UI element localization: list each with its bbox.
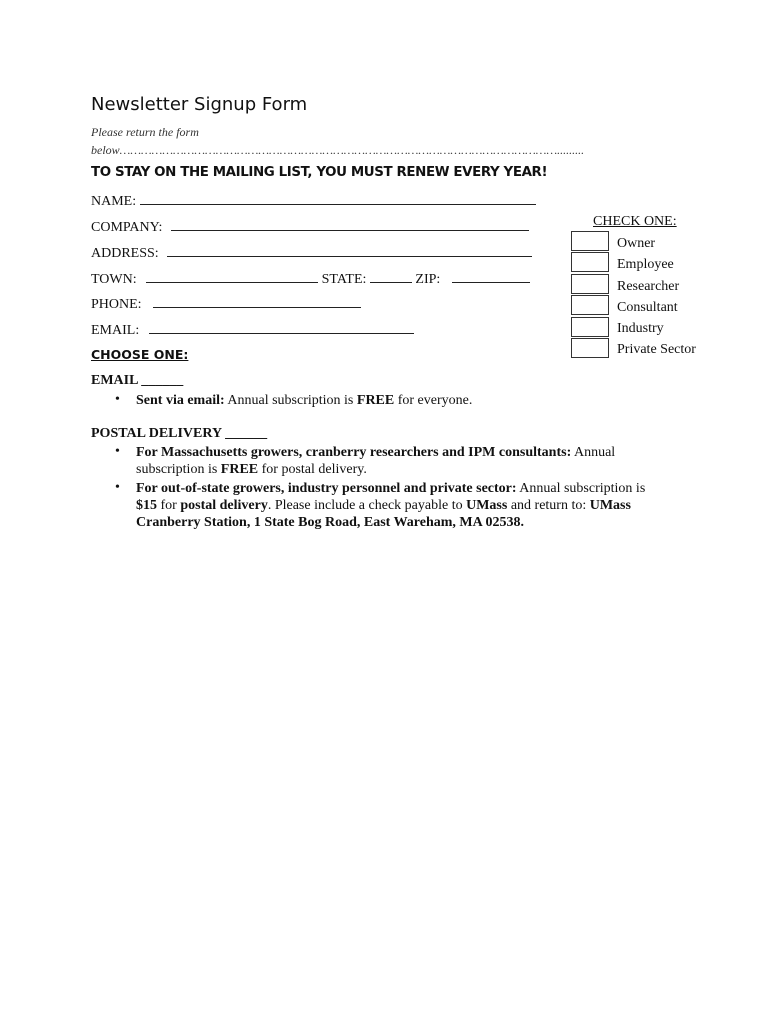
address-field bbox=[91, 244, 532, 262]
email-label: EMAIL: bbox=[91, 323, 140, 338]
name-input-line[interactable] bbox=[140, 192, 536, 205]
postal-detail-ma-line2 bbox=[136, 461, 367, 478]
postal-oos-umass1: UMass bbox=[466, 498, 508, 513]
state-label: STATE: bbox=[321, 272, 367, 287]
option-consultant: Consultant bbox=[617, 300, 678, 315]
email-detail-bold: Sent via email: bbox=[136, 393, 225, 408]
address-label: ADDRESS: bbox=[91, 246, 159, 261]
company-input-line[interactable] bbox=[171, 218, 529, 231]
instruction-line-1: Please return the form bbox=[91, 125, 199, 139]
phone-input-line[interactable] bbox=[153, 295, 361, 308]
postal-oos-b: . Please include a check payable to bbox=[267, 498, 467, 513]
postal-ma-line2a: subscription is bbox=[136, 462, 221, 477]
bullet-dot-icon: • bbox=[115, 392, 120, 407]
option-industry: Industry bbox=[617, 321, 664, 336]
bullet-dot-icon: • bbox=[115, 444, 120, 459]
instruction-line-2: below……………………………………………………………………………………………………………......... bbox=[91, 143, 585, 157]
phone-field bbox=[91, 295, 361, 313]
postal-oos-delivery: postal delivery bbox=[180, 498, 268, 513]
postal-oos-c: and return to: bbox=[507, 498, 590, 513]
postal-ma-bold: For Massachusetts growers, cranberry researchers and IPM consultants: bbox=[136, 445, 572, 460]
renewal-notice: TO STAY ON THE MAILING LIST, YOU MUST RENEW EVERY YEAR! bbox=[91, 165, 548, 180]
checkbox-owner[interactable] bbox=[571, 231, 609, 251]
checkbox-private-sector[interactable] bbox=[571, 338, 609, 358]
option-owner: Owner bbox=[617, 236, 656, 251]
address-input-line[interactable] bbox=[167, 244, 532, 257]
checkbox-employee[interactable] bbox=[571, 252, 609, 272]
checkbox-industry[interactable] bbox=[571, 317, 609, 337]
town-input-line[interactable] bbox=[146, 270, 318, 283]
postal-detail-oos-line2 bbox=[136, 497, 631, 514]
email-option-label: EMAIL bbox=[91, 373, 138, 388]
email-option-detail bbox=[136, 392, 472, 409]
postal-oos-a: for bbox=[157, 498, 181, 513]
option-researcher: Researcher bbox=[617, 279, 680, 294]
form-title: Newsletter Signup Form bbox=[91, 94, 308, 115]
email-input-line[interactable] bbox=[149, 321, 414, 334]
check-one-heading: CHECK ONE: bbox=[593, 214, 677, 229]
name-field bbox=[91, 192, 536, 210]
email-option-heading bbox=[91, 373, 183, 389]
company-field bbox=[91, 218, 529, 236]
postal-ma-free: FREE bbox=[220, 462, 259, 477]
postal-detail-oos-line1 bbox=[136, 480, 645, 497]
checkbox-researcher[interactable] bbox=[571, 274, 609, 294]
postal-oos-price: $15 bbox=[136, 498, 157, 513]
postal-oos-address: Cranberry Station, 1 State Bog Road, East Wareham, MA 02538. bbox=[136, 515, 524, 530]
email-detail-text1: Annual subscription is bbox=[224, 393, 357, 408]
postal-oos-text: Annual subscription is bbox=[516, 481, 646, 496]
zip-label: ZIP: bbox=[415, 272, 441, 287]
bullet-dot-icon: • bbox=[115, 480, 120, 495]
postal-ma-line2b: for postal delivery. bbox=[258, 462, 367, 477]
email-detail-free: FREE bbox=[356, 393, 395, 408]
checkbox-consultant[interactable] bbox=[571, 295, 609, 315]
postal-option-label: POSTAL DELIVERY bbox=[91, 426, 222, 441]
postal-oos-bold: For out-of-state growers, industry personnel and private sector: bbox=[136, 481, 517, 496]
postal-detail-oos-line3 bbox=[136, 514, 524, 531]
option-employee: Employee bbox=[617, 257, 674, 272]
email-detail-text2: for everyone. bbox=[394, 393, 473, 408]
postal-option-blank[interactable]: ______ bbox=[225, 426, 268, 441]
state-input-line[interactable] bbox=[370, 270, 412, 283]
postal-detail-ma-line1 bbox=[136, 444, 615, 461]
town-label: TOWN: bbox=[91, 272, 137, 287]
zip-input-line[interactable] bbox=[452, 270, 530, 283]
email-option-blank[interactable]: ______ bbox=[141, 373, 184, 388]
postal-oos-umass2: UMass bbox=[589, 498, 631, 513]
town-state-zip-field bbox=[91, 270, 530, 288]
postal-option-heading bbox=[91, 426, 267, 442]
email-field bbox=[91, 321, 414, 339]
option-private-sector: Private Sector bbox=[617, 342, 696, 357]
choose-one-heading: CHOOSE ONE: bbox=[91, 347, 189, 362]
name-label: NAME: bbox=[91, 194, 137, 209]
postal-ma-text: Annual bbox=[571, 445, 616, 460]
phone-label: PHONE: bbox=[91, 297, 142, 312]
company-label: COMPANY: bbox=[91, 220, 163, 235]
